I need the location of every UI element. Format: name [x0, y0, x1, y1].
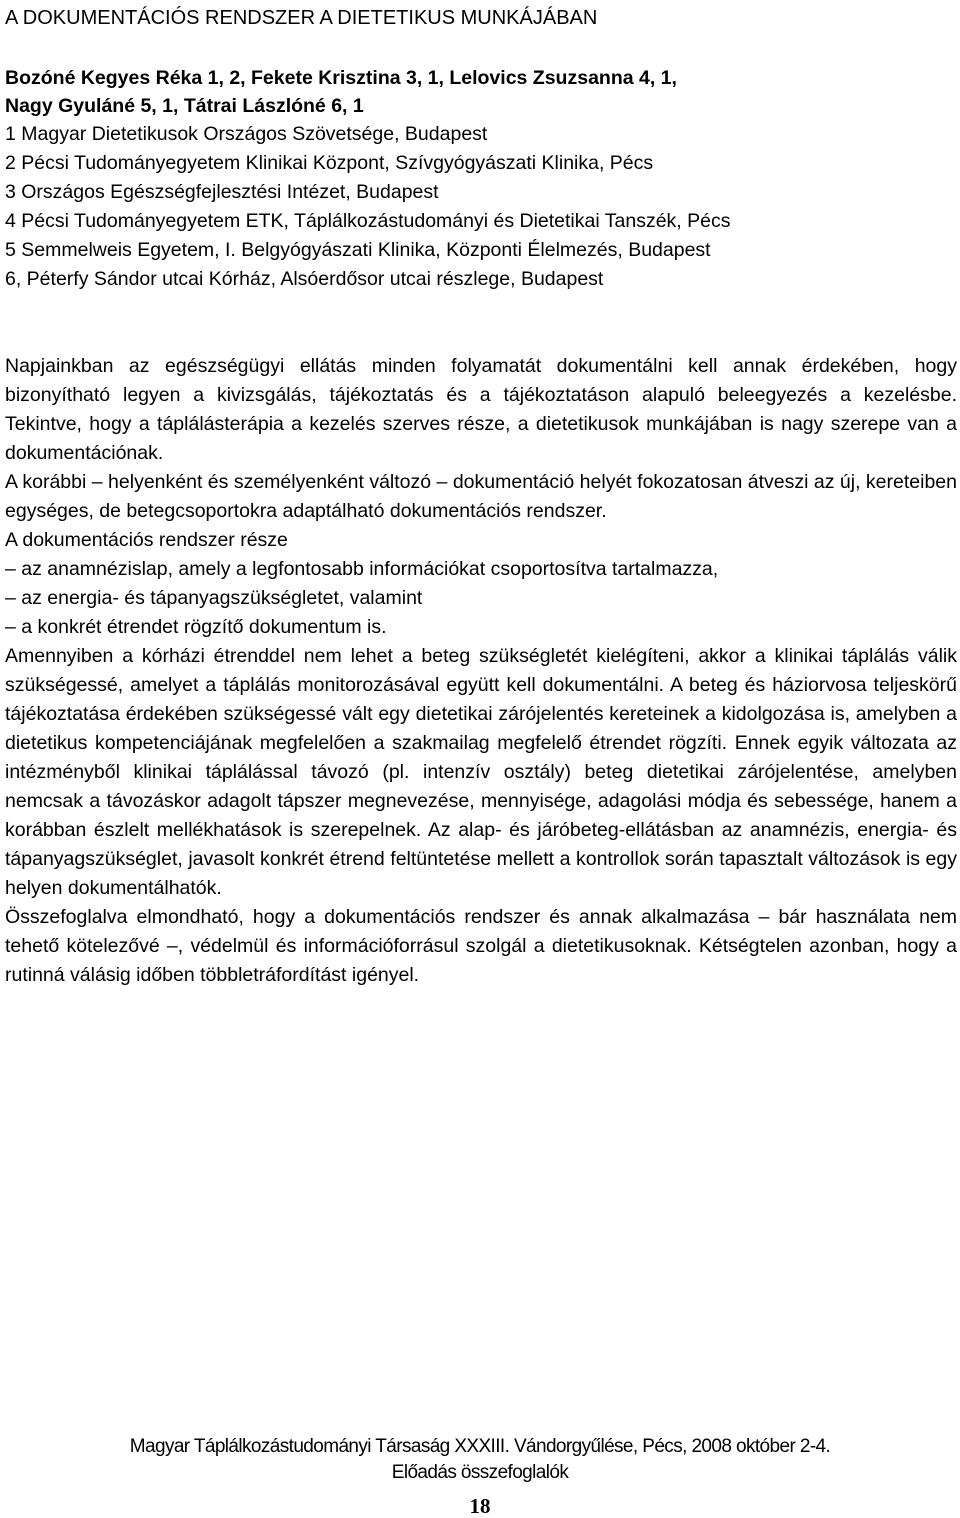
system-parts-list: [5, 555, 957, 642]
paragraph-summary: Összefoglalva elmondható, hogy a dokumentációs rendszer és annak alkalmazása – bár használata nem tehető kötelezővé –, védelmül és információforrásul szolgál a dietetikusoknak. Kétségtelen azonban, hogy a rutinná válásig időben többletráfordítást igényel.: [5, 906, 957, 986]
affiliation-line: 3 Országos Egészségfejlesztési Intézet, Budapest: [5, 181, 439, 203]
paragraph-system-parts-intro: A dokumentációs rendszer része: [5, 529, 288, 551]
paragraph-clinical-nutrition: Amennyiben a kórházi étrenddel nem lehet a beteg szükségletét kielégíteni, akkor a klinikai táplálás válik szükségessé, amelyet a táplálás monitorozásával együtt kell dokumentálni. A beteg és háziorvosa teljeskörű tájékoztatása érdekében szükségessé vált egy dietetikai zárójelentés kereteinek a kidolgozása is, amelyben a dietetikus kompetenciájának megfelelően a szakmailag megfelelő étrendet rögzíti. Ennek egyik változata az intézményből klinikai táplálással távozó (pl. intenzív osztály) beteg dietetikai zárójelentése, amelyben nemcsak a távozáskor adagolt tápszer megnevezése, mennyisége, adagolási módja és sebessége, hanem a korábban észlelt mellékhatások is szerepelnek. Az alap- és járóbeteg-ellátásban az anamnézis, energia- és tápanyagszükséglet, javasolt konkrét étrend feltüntetése mellett a kontrollok során tapasztalt változások is egy helyen dokumentálhatók.: [5, 645, 957, 899]
affiliation-line: 2 Pécsi Tudományegyetem Klinikai Központ, Szívgyógyászati Klinika, Pécs: [5, 152, 654, 174]
affiliation-line: 6, Péterfy Sándor utcai Kórház, Alsóerdősor utcai részlege, Budapest: [5, 268, 604, 290]
affiliation-line: 1 Magyar Dietetikusok Országos Szövetsége, Budapest: [5, 123, 488, 145]
document-title: A DOKUMENTÁCIÓS RENDSZER A DIETETIKUS MUNKÁJÁBAN: [5, 7, 598, 29]
page-footer: [0, 1434, 960, 1518]
author-line: Nagy Gyuláné 5, 1, Tátrai Lászlóné 6, 1: [5, 95, 364, 117]
author-list: [5, 64, 957, 120]
affiliation-list: [5, 120, 957, 294]
list-item: – a konkrét étrendet rögzítő dokumentum is.: [5, 616, 387, 638]
list-item: – az energia- és tápanyagszükségletet, valamint: [5, 587, 423, 609]
page-number: 18: [469, 1494, 491, 1518]
abstract-body: [5, 352, 957, 990]
paragraph-documentation-change: A korábbi – helyenként és személyenként változó – dokumentáció helyét fokozatosan átveszi az új, kereteiben egységes, de betegcsoportokra adaptálható dokumentációs rendszer.: [5, 471, 957, 522]
abstract-page: [5, 4, 957, 990]
footer-subtitle: Előadás összefoglalók: [391, 1462, 569, 1483]
affiliation-line: 4 Pécsi Tudományegyetem ETK, Táplálkozástudományi és Dietetikai Tanszék, Pécs: [5, 210, 731, 232]
list-item: – az anamnézislap, amely a legfontosabb információkat csoportosítva tartalmazza,: [5, 558, 719, 580]
affiliation-line: 5 Semmelweis Egyetem, I. Belgyógyászati Klinika, Központi Élelmezés, Budapest: [5, 239, 711, 261]
paragraph-introduction: Napjainkban az egészségügyi ellátás minden folyamatát dokumentálni kell annak érdekében, hogy bizonyítható legyen a kivizsgálás, tájékoztatás és a tájékoztatáson alapuló beleegyezés a kezelésbe. Tekintve, hogy a táplálásterápia a kezelés szerves része, a dietetikusok munkájában is nagy szerepe van a dokumentációnak.: [5, 355, 957, 464]
author-line: Bozóné Kegyes Réka 1, 2, Fekete Krisztina 3, 1, Lelovics Zsuzsanna 4, 1,: [5, 67, 677, 89]
footer-conference: Magyar Táplálkozástudományi Társaság XXXIII. Vándorgyűlése, Pécs, 2008 október 2-4.: [129, 1436, 831, 1457]
